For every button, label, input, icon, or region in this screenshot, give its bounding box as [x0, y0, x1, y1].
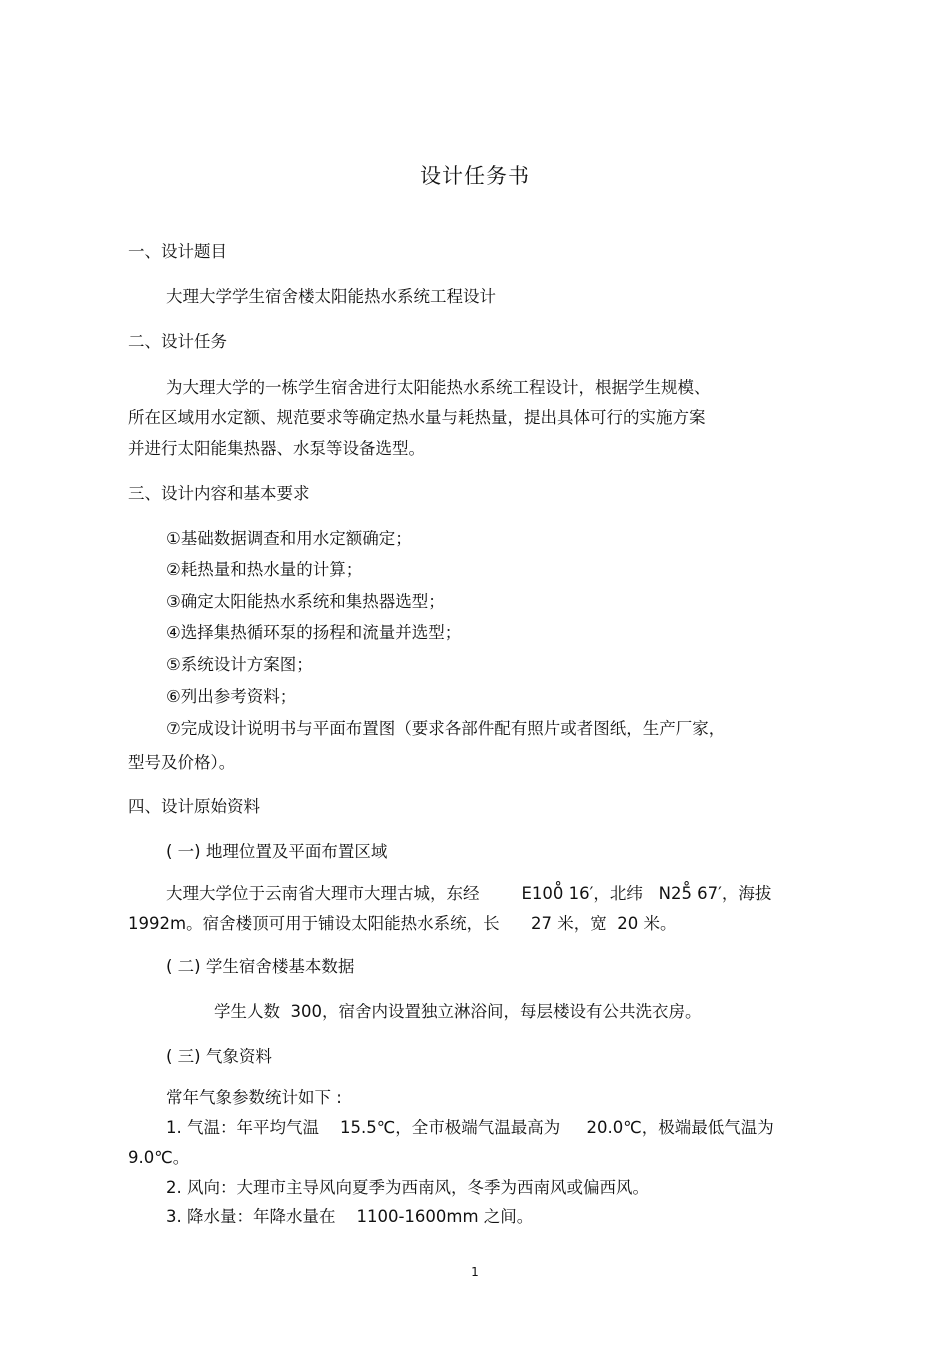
- section-2-heading: 二、设计任务: [128, 332, 227, 351]
- weather-line: 1. 气温：年平均气温 15.5℃，全市极端气温最高为 20.0℃，极端最低气温为: [166, 1118, 774, 1137]
- requirement-item: ③确定太阳能热水系统和集热器选型；: [166, 592, 445, 611]
- subsection-2-heading: ( 二) 学生宿舍楼基本数据: [166, 957, 355, 976]
- weather-line: 2. 风向：大理市主导风向夏季为西南风，冬季为西南风或偏西风。: [166, 1178, 649, 1197]
- subsection-2-body: 学生人数 300，宿舍内设置独立淋浴间，每层楼设有公共洗衣房。: [214, 1002, 702, 1021]
- requirement-item: ⑤系统设计方案图；: [166, 655, 313, 674]
- section-4-heading: 四、设计原始资料: [128, 797, 260, 816]
- section-2-line: 所在区域用水定额、规范要求等确定热水量与耗热量，提出具体可行的实施方案: [128, 408, 706, 427]
- section-1-heading: 一、设计题目: [128, 242, 227, 261]
- subsection-1-heading: ( 一) 地理位置及平面布置区域: [166, 842, 388, 861]
- section-2-line: 为大理大学的一栋学生宿舍进行太阳能热水系统工程设计，根据学生规模、: [166, 378, 711, 397]
- weather-line: 9.0℃。: [128, 1148, 190, 1167]
- requirement-item-continuation: 型号及价格）。: [128, 753, 236, 772]
- subsection-1-line: 大理大学位于云南省大理市大理古城，东经 E100̊ 16′，北纬 N25̊ 67′，海拔: [166, 884, 772, 903]
- subsection-3-intro: 常年气象参数统计如下 :: [166, 1088, 342, 1107]
- page-title: 设计任务书: [420, 164, 530, 188]
- weather-line: 3. 降水量：年降水量在 1100-1600mm 之间。: [166, 1207, 534, 1226]
- requirement-item: ②耗热量和热水量的计算；: [166, 560, 363, 579]
- page-number: 1: [471, 1265, 479, 1279]
- requirement-item: ⑦完成设计说明书与平面布置图（要求各部件配有照片或者图纸，生产厂家，: [166, 719, 726, 738]
- requirement-item: ④选择集热循环泵的扬程和流量并选型；: [166, 623, 462, 642]
- section-3-heading: 三、设计内容和基本要求: [128, 484, 310, 503]
- section-2-line: 并进行太阳能集热器、水泵等设备选型。: [128, 439, 425, 458]
- requirement-item: ⑥列出参考资料；: [166, 687, 297, 706]
- section-1-body: 大理大学学生宿舍楼太阳能热水系统工程设计: [166, 287, 496, 306]
- requirement-item: ①基础数据调查和用水定额确定；: [166, 529, 412, 548]
- subsection-3-heading: ( 三) 气象资料: [166, 1047, 272, 1066]
- subsection-1-line: 1992m。宿舍楼顶可用于铺设太阳能热水系统，长 27 米，宽 20 米。: [128, 914, 677, 933]
